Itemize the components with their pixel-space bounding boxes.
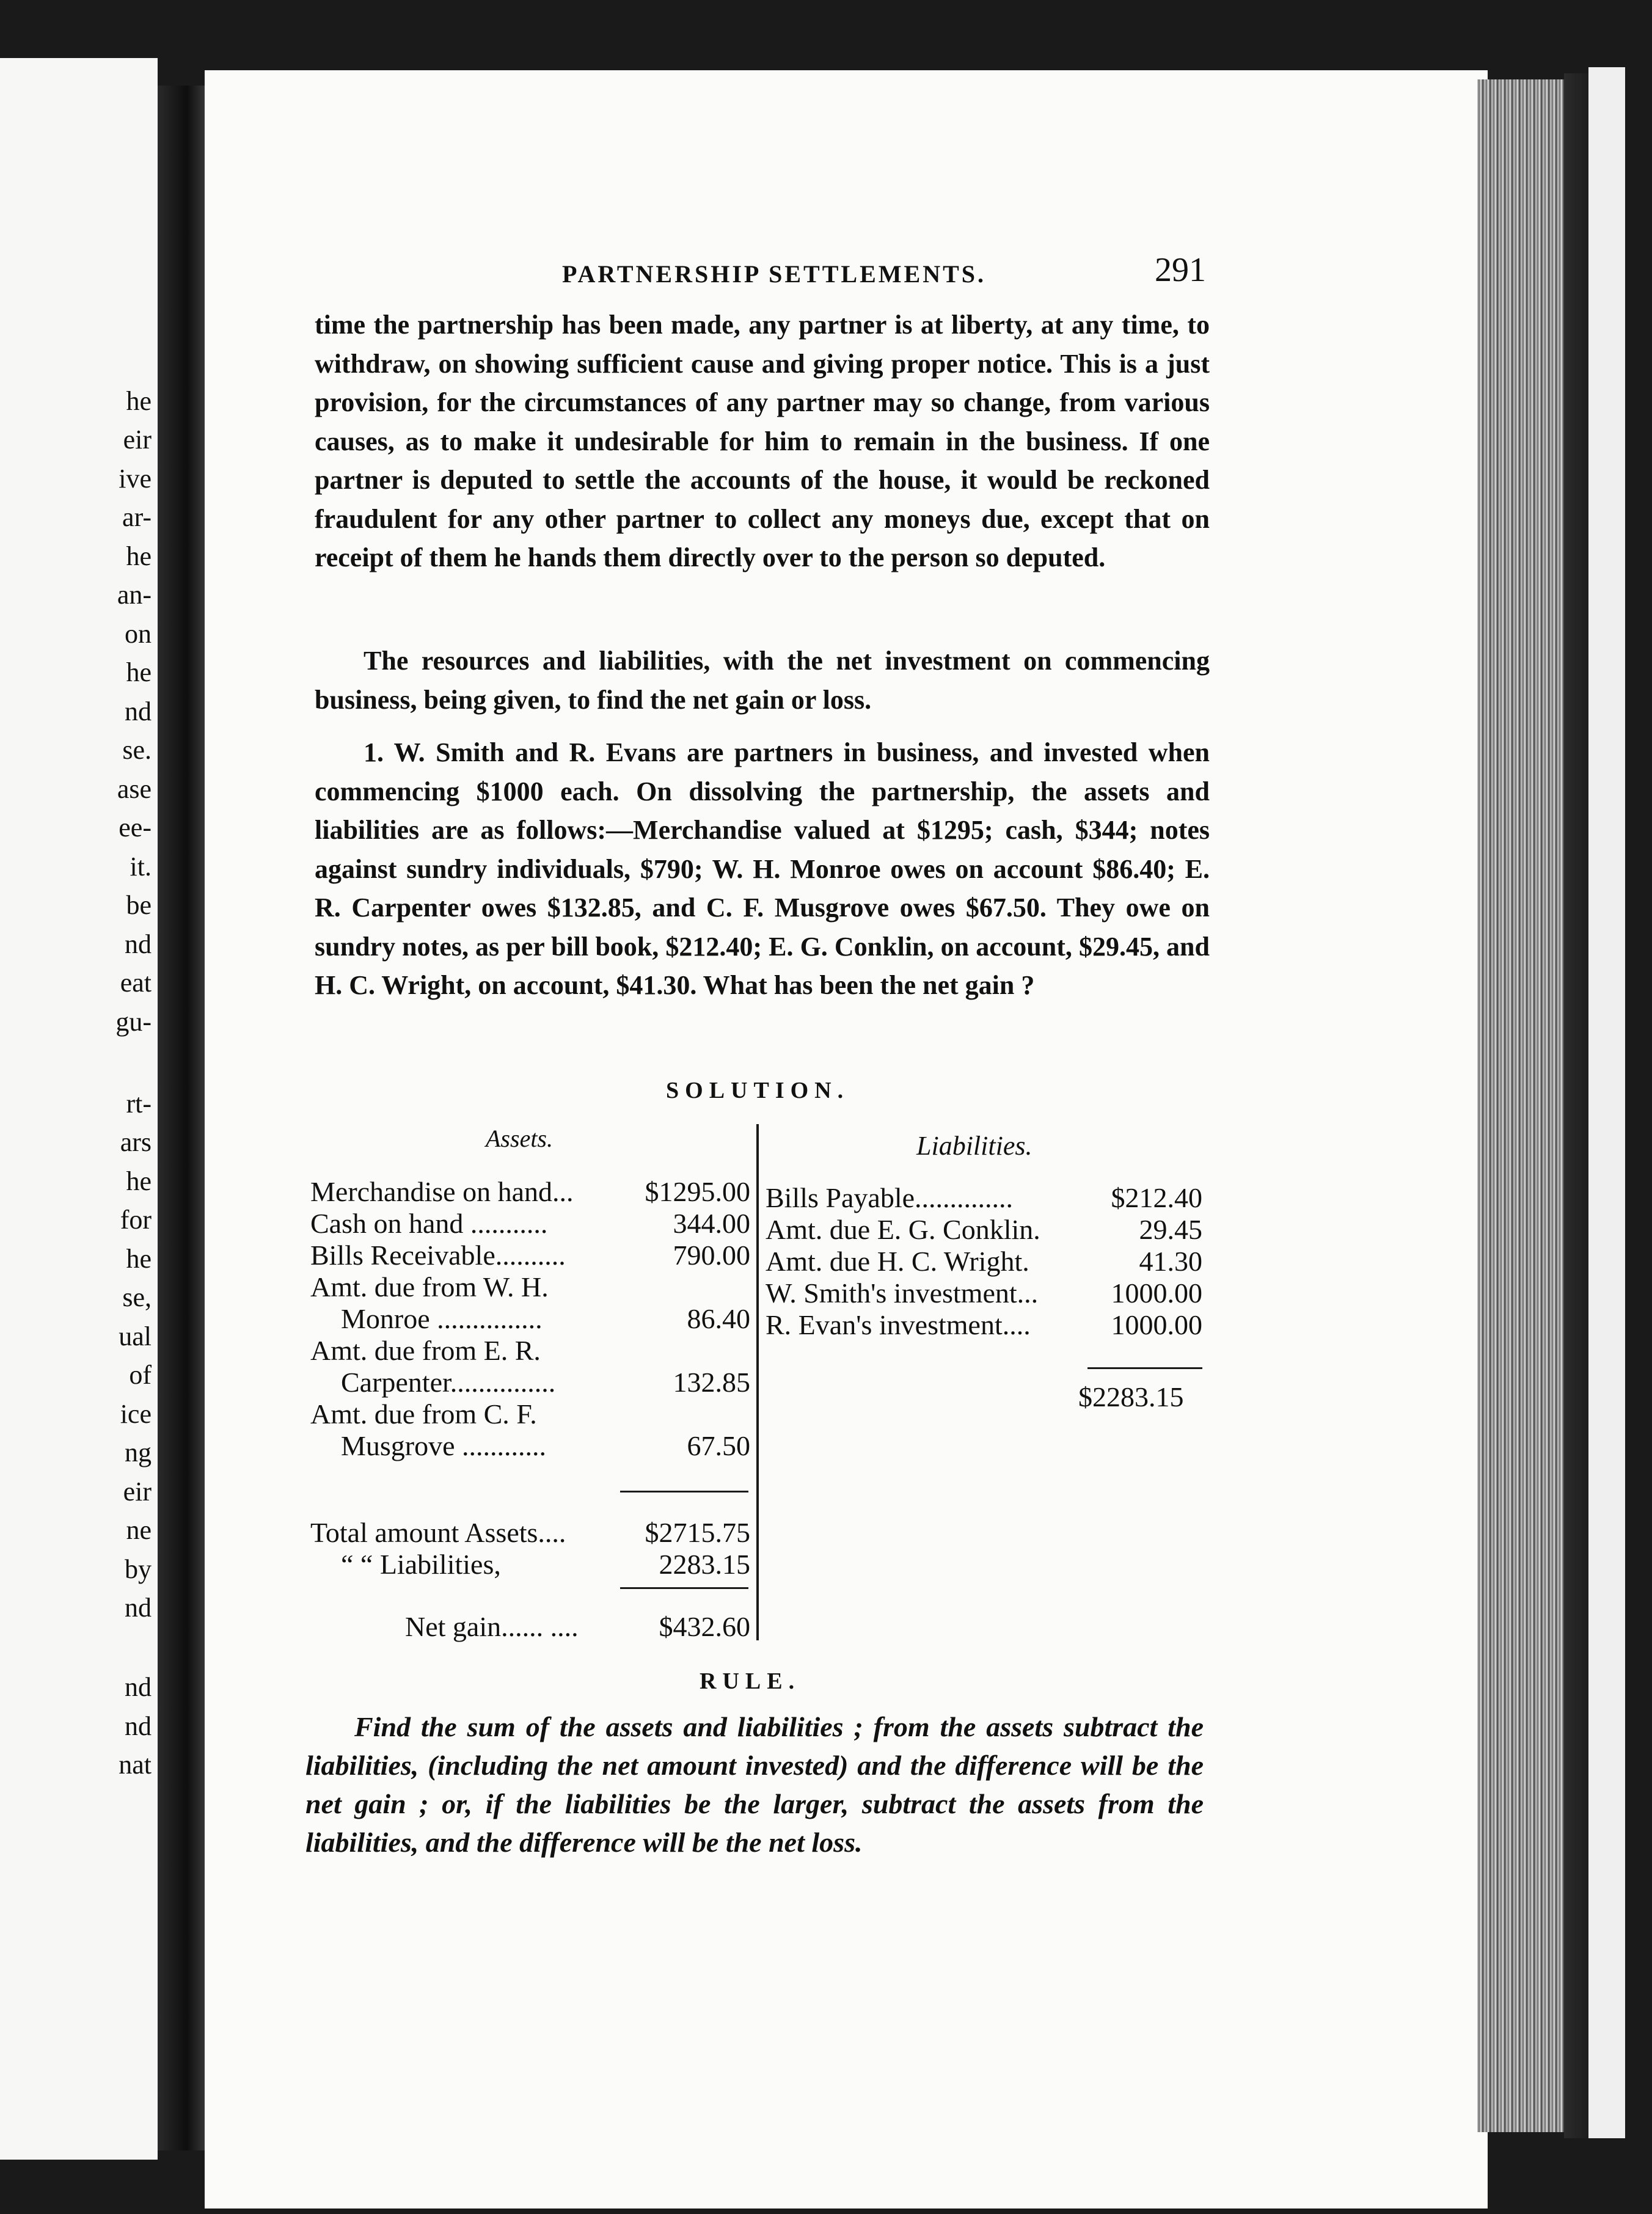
- ledger-label: R. Evan's investment....: [766, 1309, 1031, 1340]
- facing-page-fragment: [0, 58, 158, 2160]
- net-gain-amount: $432.60: [659, 1611, 750, 1642]
- ledger-amount: 790.00: [673, 1240, 750, 1271]
- facing-page-text-fragment: he: [126, 386, 152, 416]
- facing-page-text-fragment: ee-: [119, 813, 152, 842]
- facing-page-text-fragment: eir: [123, 1477, 152, 1507]
- facing-page-text-fragment: be: [126, 890, 152, 920]
- facing-page-text-fragment: nd: [125, 929, 152, 959]
- total-liabilities-label: “ “ Liabilities,: [341, 1549, 501, 1580]
- ledger-label: Amt. due from W. H.: [310, 1271, 549, 1302]
- ledger-amount: 29.45: [1139, 1214, 1202, 1245]
- ledger-row: [310, 1398, 750, 1430]
- ledger-row: [310, 1271, 750, 1303]
- total-assets-amount: $2715.75: [645, 1517, 750, 1548]
- facing-page-text-fragment: on: [125, 619, 152, 649]
- ledger-label: Monroe ...............: [341, 1303, 543, 1334]
- facing-page-text-fragment: he: [126, 657, 152, 687]
- facing-page-text-fragment: ne: [126, 1515, 152, 1545]
- ledger-amount: 1000.00: [1111, 1277, 1202, 1309]
- ledger-row: [310, 1240, 750, 1271]
- ledger-divider: [756, 1124, 759, 1640]
- ledger-label: Bills Payable..............: [766, 1182, 1014, 1213]
- ledger-row: [310, 1335, 750, 1367]
- facing-page-text-fragment: by: [125, 1554, 152, 1584]
- ledger-row: [310, 1208, 750, 1240]
- facing-page-text-fragment: se,: [122, 1282, 152, 1312]
- facing-page-text-fragment: ual: [119, 1321, 152, 1351]
- ledger-row: [766, 1214, 1202, 1246]
- facing-page-text-fragment: nd: [125, 696, 152, 726]
- ledger-row: [766, 1246, 1202, 1277]
- ledger-row: [766, 1182, 1202, 1214]
- facing-page-text-fragment: for: [120, 1205, 152, 1235]
- facing-page-text-fragment: ar-: [122, 502, 152, 532]
- facing-page-text-fragment: he: [126, 541, 152, 571]
- ledger-label: Carpenter...............: [341, 1367, 556, 1398]
- ledger-label: Amt. due from E. R.: [310, 1335, 541, 1366]
- facing-page-text-fragment: ase: [117, 774, 152, 804]
- rule-text: Find the sum of the assets and liabilities ; from the assets subtract the liabilities, (including the net amount invested) and the difference will be the net gain ; or, if the liabilities be the larger, subtract the assets from the liabilities, and the difference will be the net loss.: [305, 1711, 1204, 1858]
- ledger-label: Amt. due from C. F.: [310, 1398, 537, 1430]
- page-number: 291: [1155, 251, 1206, 289]
- paragraph-problem-statement: The resources and liabilities, with the net investment on commencing business, being given, to find the net gain or loss.: [315, 646, 1210, 715]
- facing-page-text-fragment: se.: [122, 735, 152, 765]
- rule-heading: RULE.: [700, 1668, 801, 1694]
- facing-page-text-fragment: of: [129, 1360, 152, 1390]
- facing-page-text-fragment: ng: [125, 1438, 152, 1467]
- total-assets-row: [310, 1517, 750, 1549]
- ledger-row: [310, 1176, 750, 1208]
- liabilities-heading: Liabilities.: [916, 1131, 1032, 1161]
- facing-page-text-fragment: nd: [125, 1672, 152, 1702]
- solution-heading: SOLUTION.: [666, 1078, 850, 1103]
- ledger-label: W. Smith's investment...: [766, 1277, 1039, 1309]
- total-liabilities-row: [310, 1549, 750, 1580]
- total-assets-label: Total amount Assets....: [310, 1517, 566, 1548]
- facing-page-text-fragment: nd: [125, 1711, 152, 1741]
- ledger-row: [310, 1303, 750, 1335]
- book-gutter: [158, 86, 206, 2150]
- facing-page-text-fragment: ice: [120, 1399, 152, 1429]
- ledger-amount: $212.40: [1111, 1182, 1202, 1213]
- assets-heading: Assets.: [486, 1125, 553, 1152]
- liabilities-sum-line: [1087, 1367, 1202, 1369]
- net-gain-label: Net gain...... ....: [405, 1611, 579, 1642]
- scan-background: [1588, 67, 1625, 2138]
- ledger-amount: $1295.00: [645, 1176, 750, 1207]
- ledger-row: [310, 1367, 750, 1398]
- facing-page-text-fragment: it.: [130, 852, 152, 882]
- facing-page-text-fragment: he: [126, 1244, 152, 1274]
- ledger-amount: 132.85: [673, 1367, 750, 1398]
- ledger-label: Merchandise on hand...: [310, 1176, 574, 1207]
- ledger-row: [766, 1277, 1202, 1309]
- ledger-amount: 86.40: [687, 1303, 750, 1334]
- net-gain-line: [620, 1587, 748, 1589]
- liabilities-total: $2283.15: [1078, 1381, 1184, 1412]
- ledger-amount: 344.00: [673, 1208, 750, 1239]
- paragraph-example-1: 1. W. Smith and R. Evans are partners in business, and invested when commencing $1000 each. On dissolving the partnership, the assets and liabilities are as follows:—Merchandise valued at $1295; cash, $344; notes against sundry individuals, $790; W. H. Monroe owes on account $86.40; E. R. Carpenter owes $132.85, and C. F. Musgrove owes $67.50. They owe on sundry notes, as per bill book, $212.40; E. G. Conklin, on account, $29.45, and H. C. Wright, on account, $41.30. What has been the net gain ?: [315, 737, 1210, 1000]
- ledger-amount: 67.50: [687, 1430, 750, 1461]
- ledger-spacer: [310, 1462, 750, 1517]
- ledger-amount: 1000.00: [1111, 1309, 1202, 1340]
- ledger-row: [310, 1430, 750, 1462]
- liabilities-ledger: [766, 1182, 1202, 1341]
- paragraph-partnership-withdrawal: time the partnership has been made, any partner is at liberty, at any time, to withdraw, on showing sufficient cause and giving proper notice. This is a just provision, for the circumstances of any partner may so change, from various causes, as to make it undesirable for him to remain in the business. If one partner is deputed to settle the accounts of the house, it would be reckoned fraudulent for any other partner to collect any moneys due, except that on receipt of them he hands them directly over to the person so deputed.: [315, 310, 1210, 572]
- facing-page-text-fragment: gu-: [115, 1007, 152, 1037]
- facing-page-text-fragment: eat: [120, 968, 152, 998]
- facing-page-text-fragment: an-: [117, 580, 152, 610]
- net-gain-row: [310, 1611, 750, 1643]
- total-liabilities-amount: 2283.15: [659, 1549, 750, 1580]
- ledger-spacer: [310, 1580, 750, 1611]
- ledger-label: Amt. due E. G. Conklin.: [766, 1214, 1040, 1245]
- ledger-label: Bills Receivable..........: [310, 1240, 566, 1271]
- assets-sum-line: [620, 1491, 748, 1492]
- ledger-amount: 41.30: [1139, 1246, 1202, 1277]
- facing-page-text-fragment: nd: [125, 1593, 152, 1623]
- assets-ledger: [310, 1176, 750, 1643]
- facing-page-text-fragment: rt-: [126, 1089, 152, 1119]
- running-head: PARTNERSHIP SETTLEMENTS.: [562, 260, 987, 288]
- facing-page-text-fragment: ive: [119, 464, 152, 494]
- ledger-label: Musgrove ............: [341, 1430, 547, 1461]
- ledger-label: Cash on hand ...........: [310, 1208, 548, 1239]
- facing-page-text-fragment: nat: [119, 1750, 152, 1780]
- facing-page-text-fragment: ars: [120, 1127, 152, 1157]
- facing-page-text-fragment: he: [126, 1166, 152, 1196]
- ledger-label: Amt. due H. C. Wright.: [766, 1246, 1029, 1277]
- facing-page-text-fragment: eir: [123, 425, 152, 455]
- ledger-row: [766, 1309, 1202, 1341]
